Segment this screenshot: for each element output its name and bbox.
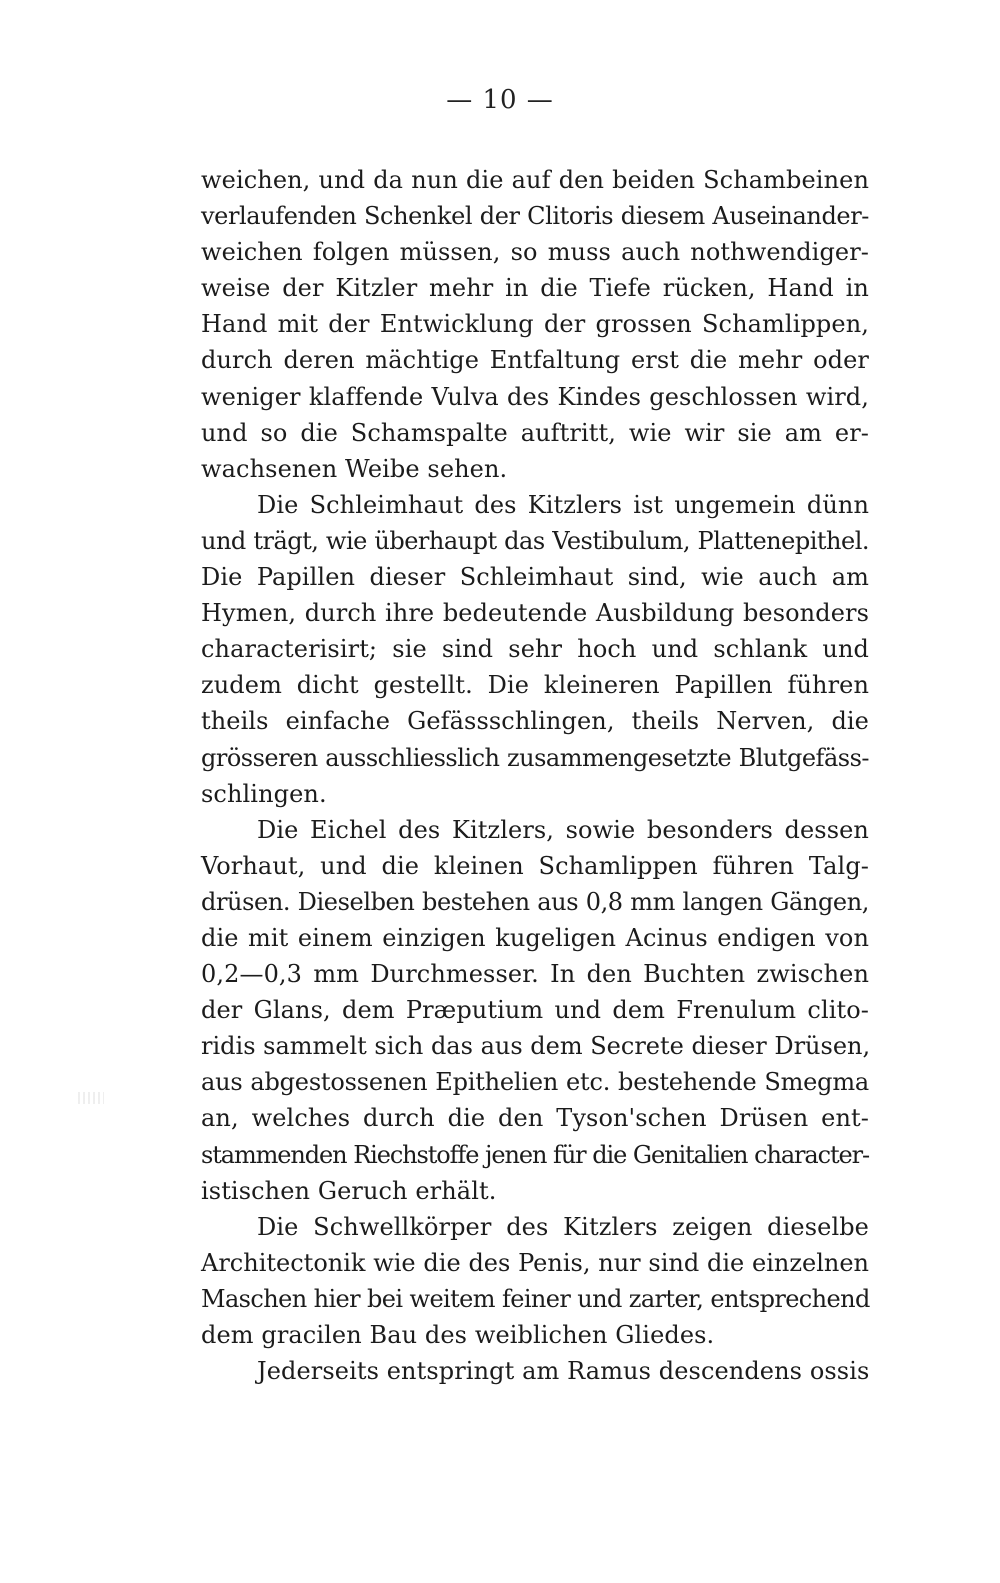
text-line: Architectonik wie die des Penis, nur sind die einzelnen — [201, 1248, 869, 1277]
text-line: und so die Schamspalte auftritt, wie wir sie am er- — [201, 418, 869, 447]
text-line: ridis sammelt sich das aus dem Secrete dieser Drüsen, — [201, 1032, 871, 1061]
text-line: stammenden Riechstoffe jenen für die Genitalien character- — [201, 1140, 869, 1169]
body-text — [201, 162, 869, 1389]
text-line: theils einfache Gefässschlingen, theils Nerven, die — [201, 707, 869, 736]
text-line: Die Schwellkörper des Kitzlers zeigen dieselbe — [257, 1212, 869, 1241]
text-line: dem gracilen Bau des weiblichen Gliedes. — [201, 1321, 715, 1349]
text-line: Die Papillen dieser Schleimhaut sind, wie auch am — [201, 563, 869, 592]
text-line: Maschen hier bei weitem feiner und zarter, entsprechend — [201, 1284, 870, 1313]
text-line: und trägt, wie überhaupt das Vestibulum, Plattenepithel. — [201, 526, 869, 555]
paragraph — [201, 1209, 869, 1353]
text-line: Die Eichel des Kitzlers, sowie besonders dessen — [257, 815, 869, 844]
text-line: weichen, und da nun die auf den beiden Schambeinen — [201, 166, 869, 194]
text-line: grösseren ausschliesslich zusammengesetzte Blutgefäss- — [201, 743, 869, 772]
text-line: aus abgestossenen Epithelien etc. bestehende Smegma — [201, 1068, 869, 1097]
text-line: 0,2—0,3 mm Durchmesser. In den Buchten zwischen — [201, 960, 869, 989]
text-line: an, welches durch die den Tyson'schen Drüsen ent- — [201, 1104, 869, 1133]
text-line: Hand mit der Entwicklung der grossen Schamlippen, — [201, 310, 869, 339]
page-number: — 10 — — [446, 85, 554, 115]
text-line: Vorhaut, und die kleinen Schamlippen führen Talg- — [201, 851, 869, 880]
text-line: weniger klaffende Vulva des Kindes geschlossen wird, — [201, 382, 869, 411]
text-line: Hymen, durch ihre bedeutende Ausbildung besonders — [201, 599, 869, 628]
text-line: weichen folgen müssen, so muss auch nothwendiger- — [201, 238, 869, 267]
text-line: characterisirt; sie sind sehr hoch und schlank und — [201, 635, 869, 664]
text-line: Jederseits entspringt am Ramus descendens ossis — [257, 1357, 870, 1386]
text-line: verlaufenden Schenkel der Clitoris diesem Auseinander- — [201, 202, 869, 231]
text-line: die mit einem einzigen kugeligen Acinus endigen von — [201, 923, 869, 952]
text-line: wachsenen Weibe sehen. — [201, 454, 508, 483]
text-line: schlingen. — [201, 779, 327, 808]
text-line: der Glans, dem Præputium und dem Frenulum clito- — [201, 996, 869, 1025]
text-line: weise der Kitzler mehr in die Tiefe rücken, Hand in — [201, 274, 869, 303]
paragraph — [201, 1353, 869, 1389]
paragraph — [201, 487, 869, 812]
text-line: durch deren mächtige Entfaltung erst die mehr oder — [201, 346, 869, 375]
text-line: istischen Geruch erhält. — [201, 1176, 497, 1205]
text-line: Die Schleimhaut des Kitzlers ist ungemein dünn — [257, 490, 869, 519]
text-line: drüsen. Dieselben bestehen aus 0,8 mm langen Gängen, — [201, 887, 869, 916]
paragraph — [201, 812, 869, 1209]
paragraph — [201, 162, 869, 487]
scan-artifact — [78, 1092, 104, 1104]
text-line: zudem dicht gestellt. Die kleineren Papillen führen — [201, 671, 869, 700]
